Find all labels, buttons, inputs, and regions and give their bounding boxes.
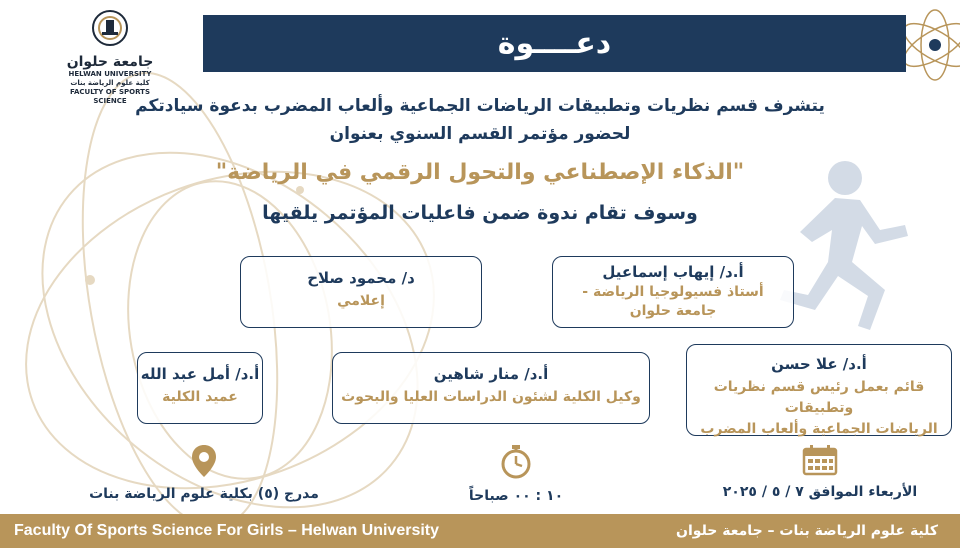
- logo-faculty-ar: كلية علوم الرياضة بنات: [70, 79, 150, 87]
- university-logo: [60, 8, 160, 105]
- event-location: [88, 444, 320, 502]
- speaker-card-mahmoud: [240, 256, 482, 328]
- invitation-line-1: يتشرف قسم نظريات وتطبيقات الرياضات الجماعية وألعاب المضرب بدعوة سيادتكم: [135, 96, 825, 116]
- speaker-role: إعلامي: [337, 293, 385, 309]
- host-name: أ.د/ علا حسن: [771, 355, 867, 373]
- event-time-text: ١٠ : ٠٠ صباحاً: [468, 488, 564, 504]
- host-role: [687, 377, 951, 440]
- event-time: [436, 444, 596, 504]
- footer-text-ar: كلية علوم الرياضة بنات – جامعة حلوان: [676, 523, 938, 539]
- speaker-role-line-2: جامعة حلوان: [629, 303, 717, 319]
- host-name: أ.د/ منار شاهين: [433, 365, 549, 383]
- event-date: [700, 444, 940, 500]
- host-card-ola: [686, 344, 952, 436]
- host-role: عميد الكلية: [162, 389, 238, 405]
- speaker-name: د/ محمود صلاح: [307, 269, 415, 287]
- host-role: وكيل الكلية لشئون الدراسات العليا والبحوث: [341, 389, 641, 405]
- footer-bar: [0, 514, 960, 548]
- host-role-line-1: قائم بعمل رئيس قسم نظريات وتطبيقات: [713, 379, 925, 416]
- logo-name-ar: جامعة حلوان: [66, 54, 154, 70]
- event-date-text: الأربعاء الموافق ٧ / ٥ / ٢٠٢٥: [722, 484, 918, 500]
- conference-title: "الذكاء الإصطناعي والتحول الرقمي في الرياضة": [215, 160, 745, 185]
- stopwatch-icon: [498, 444, 534, 480]
- page-title: دعــــوة: [497, 26, 612, 61]
- event-location-text: مدرج (٥) بكلية علوم الرياضة بنات: [89, 486, 319, 502]
- speaker-role: [553, 283, 793, 321]
- invitation-line-2: لحضور مؤتمر القسم السنوي بعنوان: [329, 124, 631, 144]
- atom-decoration: [898, 10, 960, 80]
- speaker-card-ehab: [552, 256, 794, 328]
- title-bar: [203, 15, 906, 72]
- host-card-manar: [332, 352, 650, 424]
- logo-faculty-en: FACULTY OF SPORTS SCIENCE: [70, 88, 150, 105]
- invitation-line-4: وسوف تقام ندوة ضمن فاعليات المؤتمر يلقيها: [262, 202, 698, 224]
- calendar-icon: [802, 444, 838, 476]
- speaker-role-line-1: أستاذ فسيولوجيا الرياضة -: [582, 284, 764, 300]
- host-role-line-2: الرياضات الجماعية وألعاب المضرب: [700, 421, 938, 437]
- footer-text-en: Faculty Of Sports Science For Girls – Helwan University: [14, 522, 440, 539]
- host-name: أ.د/ أمل عبد الله: [140, 365, 260, 383]
- logo-emblem-icon: [88, 8, 132, 48]
- speaker-name: أ.د/ إيهاب إسماعيل: [602, 263, 744, 281]
- runner-silhouette: [780, 161, 908, 330]
- host-card-amal: [137, 352, 263, 424]
- location-pin-icon: [191, 444, 217, 478]
- logo-university-en: HELWAN UNIVERSITY: [68, 70, 152, 78]
